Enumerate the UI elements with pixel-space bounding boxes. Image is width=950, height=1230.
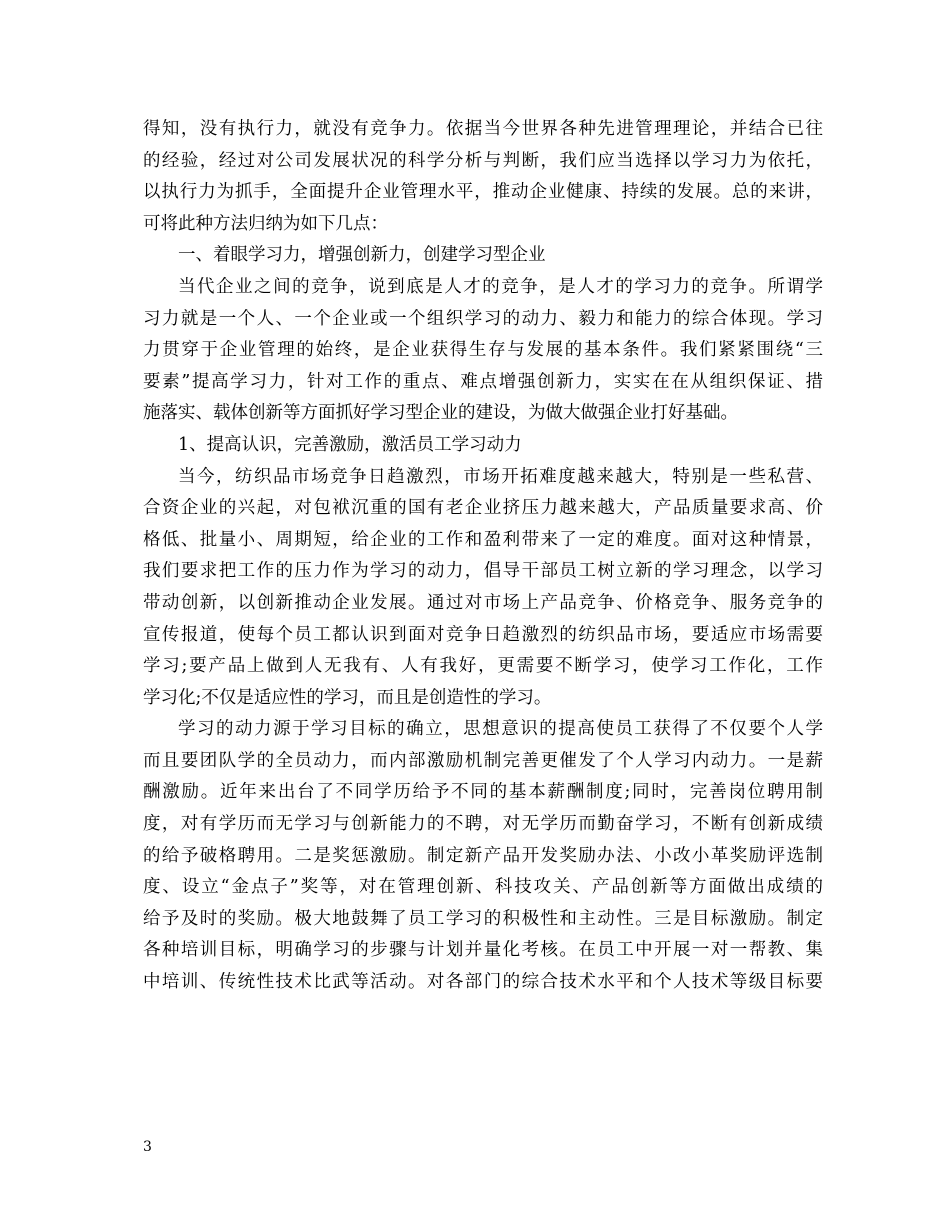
text-line: 给予及时的奖励。极大地鼓舞了员工学习的积极性和主动性。三是目标激励。制定 [143,908,823,929]
text-line: 我们要求把工作的压力作为学习的动力，倡导干部员工树立新的学习理念，以学习 [143,561,823,582]
text-line: 学习化;不仅是适应性的学习，而且是创造性的学习。 [143,687,552,708]
text-line: 要素”提高学习力，针对工作的重点、难点增强创新力，实实在在从组织保证、措 [143,371,823,392]
text-line: 酬激励。近年来出台了不同学历给予不同的基本薪酬制度;同时，完善岗位聘用制 [143,782,823,803]
text-line: 一、着眼学习力，增强创新力，创建学习型企业 [178,245,546,266]
text-line: 的给予破格聘用。二是奖惩激励。制定新产品开发奖励办法、小改小革奖励评选制 [143,845,823,866]
text-line: 各种培训目标，明确学习的步骤与计划并量化考核。在员工中开展一对一帮教、集 [143,940,823,961]
text-line: 而且要团队学的全员动力，而内部激励机制完善更催发了个人学习内动力。一是薪 [143,750,823,771]
text-line: 当代企业之间的竞争，说到底是人才的竞争，是人才的学习力的竞争。所谓学 [178,276,823,297]
body-text [143,114,823,999]
text-line: 可将此种方法归纳为如下几点： [143,213,388,234]
text-line: 宣传报道，使每个员工都认识到面对竞争日趋激烈的纺织品市场，要适应市场需要 [143,624,823,645]
text-line: 的经验，经过对公司发展状况的科学分析与判断，我们应当选择以学习力为依托， [143,150,823,171]
text-line: 中培训、传统性技术比武等活动。对各部门的综合技术水平和个人技术等级目标要 [143,972,823,993]
text-line: 合资企业的兴起，对包袱沉重的国有老企业挤压力越来越大，产品质量要求高、价 [143,498,823,519]
text-line: 习力就是一个人、一个企业或一个组织学习的动力、毅力和能力的综合体现。学习 [143,308,823,329]
page-number: 3 [143,1139,152,1155]
text-line: 格低、批量小、周期短，给企业的工作和盈利带来了一定的难度。面对这种情景， [143,529,823,550]
text-line: 施落实、载体创新等方面抓好学习型企业的建设，为做大做强企业打好基础。 [143,403,738,424]
text-line: 带动创新，以创新推动企业发展。通过对市场上产品竞争、价格竞争、服务竞争的 [143,592,823,613]
text-line: 度、设立“金点子”奖等，对在管理创新、科技攻关、产品创新等方面做出成绩的 [143,877,823,898]
text-line: 1、提高认识，完善激励，激活员工学习动力 [178,434,522,455]
text-line: 以执行力为抓手，全面提升企业管理水平，推动企业健康、持续的发展。总的来讲， [143,182,823,203]
text-line: 力贯穿于企业管理的始终，是企业获得生存与发展的基本条件。我们紧紧围绕“三 [143,340,823,361]
text-line: 当今，纺织品市场竞争日趋激烈，市场开拓难度越来越大，特别是一些私营、 [178,466,823,487]
text-line: 得知，没有执行力，就没有竞争力。依据当今世界各种先进管理理论，并结合已往 [143,119,823,139]
text-line: 学习;要产品上做到人无我有、人有我好，更需要不断学习，使学习工作化，工作 [143,656,823,677]
text-line: 学习的动力源于学习目标的确立，思想意识的提高使员工获得了不仅要个人学 [178,719,823,740]
text-line: 度，对有学历而无学习与创新能力的不聘，对无学历而勤奋学习，不断有创新成绩 [143,814,823,835]
